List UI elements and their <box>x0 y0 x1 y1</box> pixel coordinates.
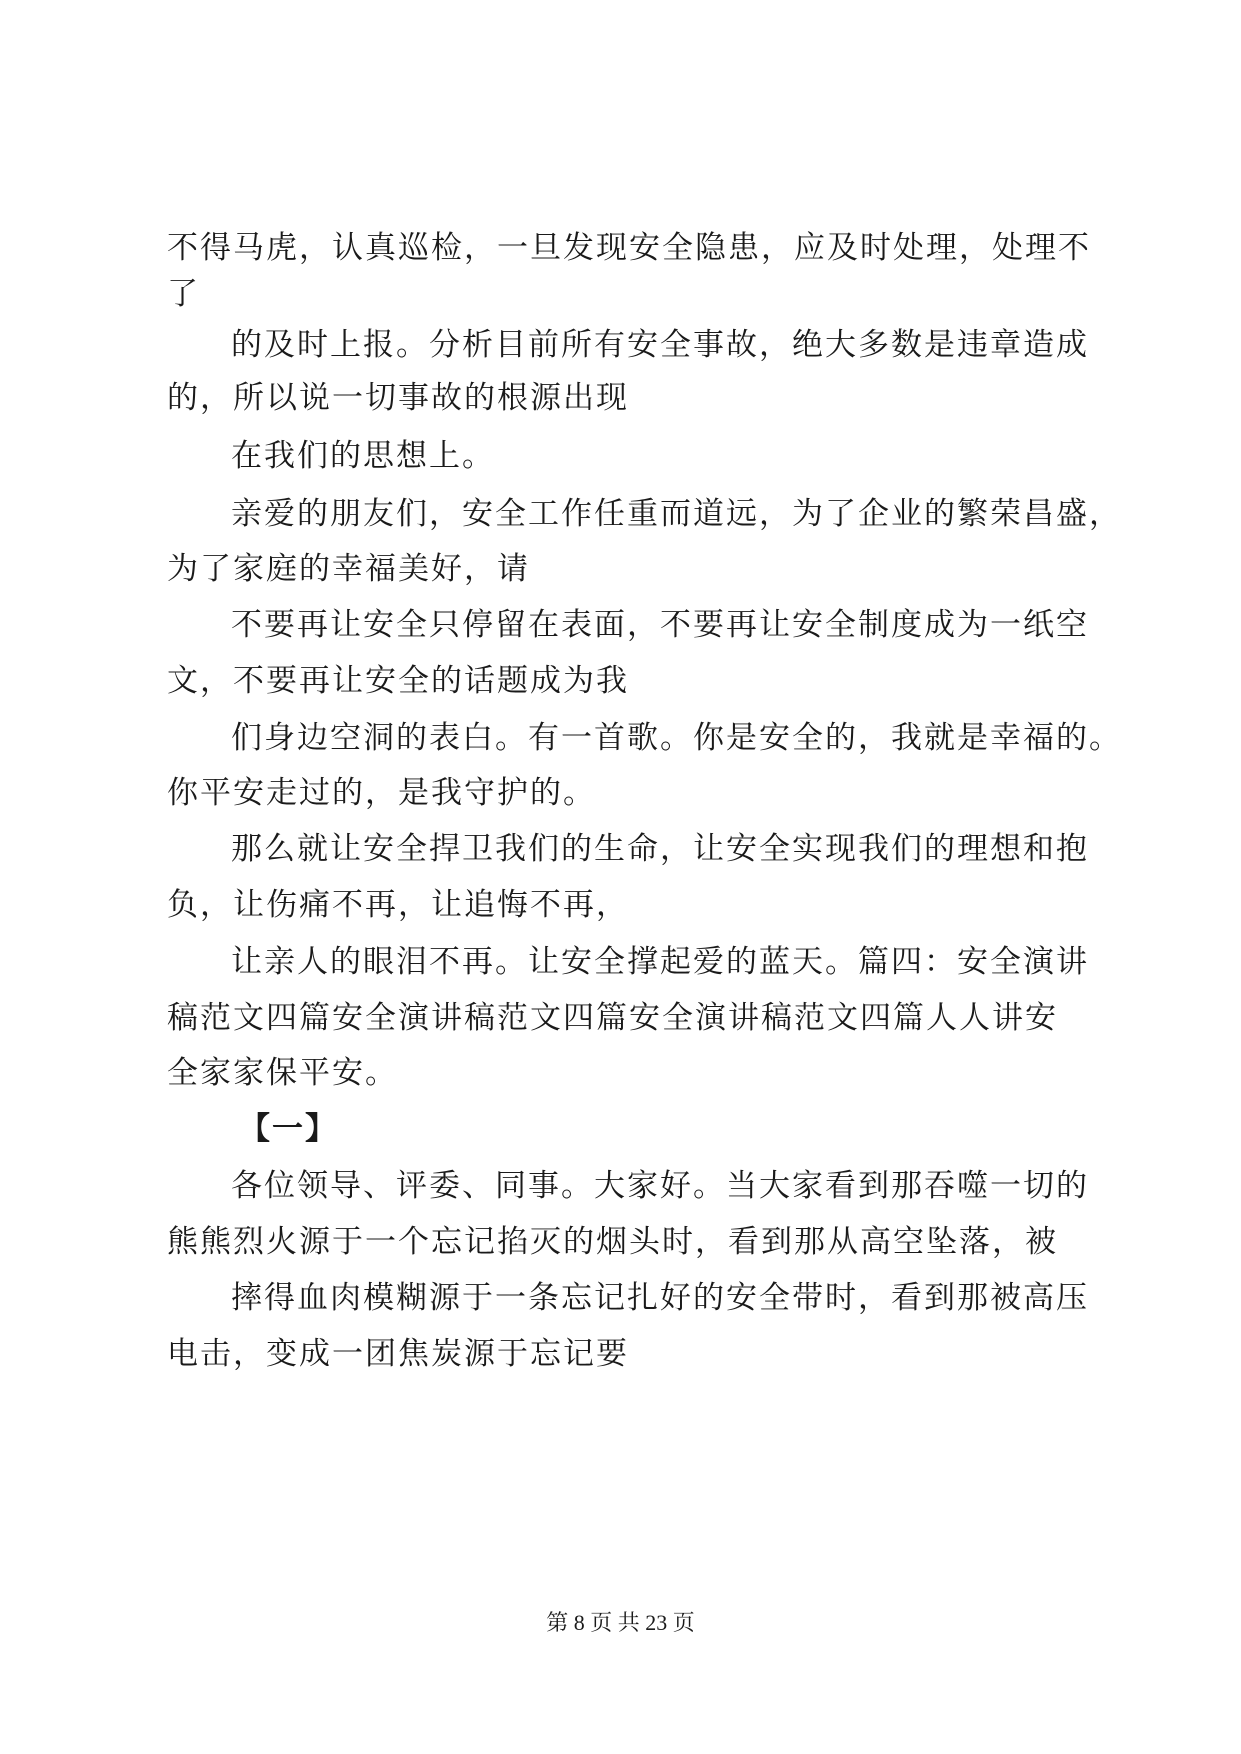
text-line: 了 <box>167 276 200 312</box>
paragraph-line: 们身边空洞的表白。有一首歌。你是安全的，我就是幸福的。 <box>231 720 1122 756</box>
paragraph-line: 让亲人的眼泪不再。让安全撑起爱的蓝天。篇四：安全演讲 <box>231 944 1089 980</box>
text-line: 你平安走过的，是我守护的。 <box>167 775 596 811</box>
paragraph-line: 各位领导、评委、同事。大家好。当大家看到那吞噬一切的 <box>231 1168 1089 1204</box>
paragraph-line: 的及时上报。分析目前所有安全事故，绝大多数是违章造成 <box>231 327 1089 363</box>
text-line: 为了家庭的幸福美好，请 <box>167 551 530 587</box>
text-line: 电击，变成一团焦炭源于忘记要 <box>167 1336 629 1372</box>
paragraph-line: 亲爱的朋友们，安全工作任重而道远，为了企业的繁荣昌盛， <box>231 496 1122 532</box>
paragraph-line: 在我们的思想上。 <box>231 438 495 474</box>
page-number-footer: 第 8 页 共 23 页 <box>546 1610 695 1635</box>
text-line: 文，不要再让安全的话题成为我 <box>167 663 629 699</box>
paragraph-line: 不要再让安全只停留在表面，不要再让安全制度成为一纸空 <box>231 607 1089 643</box>
section-heading: 【一】 <box>239 1111 338 1147</box>
paragraph-line: 那么就让安全捍卫我们的生命，让安全实现我们的理想和抱 <box>231 831 1089 867</box>
text-line: 的，所以说一切事故的根源出现 <box>167 380 629 416</box>
text-line: 不得马虎，认真巡检，一旦发现安全隐患，应及时处理，处理不 <box>167 230 1091 266</box>
text-line: 熊熊烈火源于一个忘记掐灭的烟头时，看到那从高空坠落，被 <box>167 1224 1058 1260</box>
text-line: 稿范文四篇安全演讲稿范文四篇安全演讲稿范文四篇人人讲安 <box>167 1000 1058 1036</box>
text-line: 负，让伤痛不再，让追悔不再， <box>167 887 629 923</box>
text-line: 全家家保平安。 <box>167 1055 398 1091</box>
paragraph-line: 摔得血肉模糊源于一条忘记扎好的安全带时，看到那被高压 <box>231 1280 1089 1316</box>
